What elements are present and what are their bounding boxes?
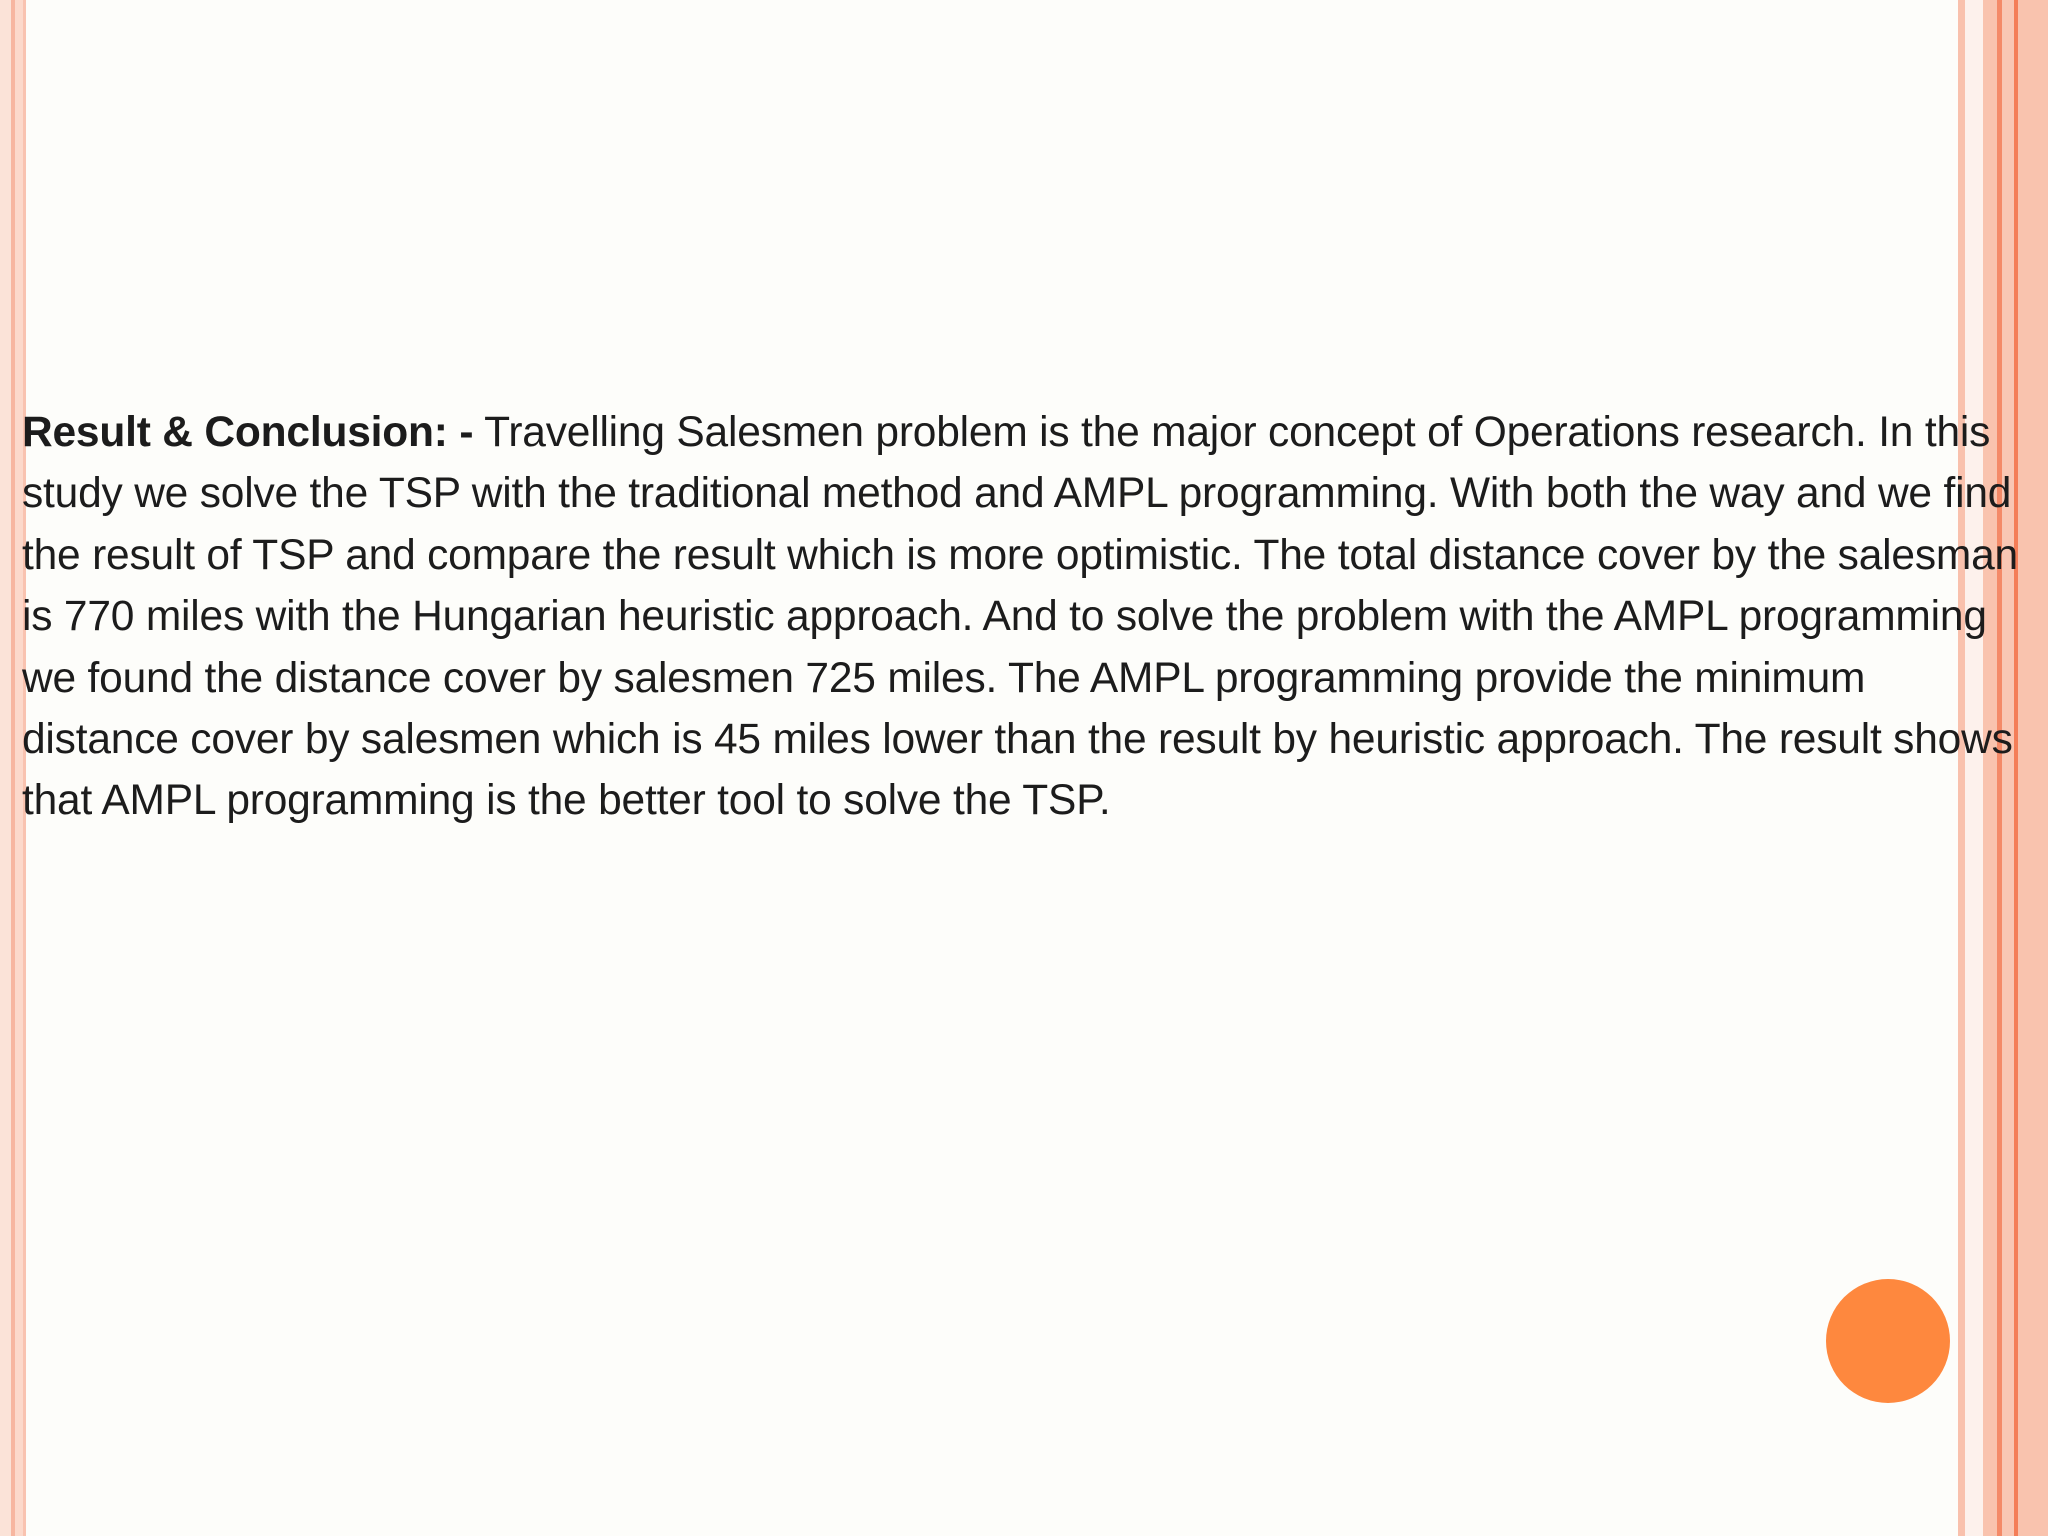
conclusion-text: Travelling Salesmen problem is the major concept of Operations research. In this study we solve the TSP with the traditional method and AMPL programming. With both the way and we find the result of TSP and compare the result which is more optimistic. The total distance cover by the salesman is 770 miles with the Hungarian heuristic approach. And to solve the problem with the AMPL programming we found the distance cover by salesmen 725 miles. The AMPL programming provide the minimum distance cover by salesmen which is 45 miles lower than the result by heuristic approach. The result shows that AMPL programming is the better tool to solve the TSP. xyxy=(22,409,2018,825)
conclusion-heading: Result & Conclusion: - xyxy=(22,409,474,456)
left-border-stripe xyxy=(0,0,11,1536)
conclusion-paragraph xyxy=(22,402,2032,832)
decorative-orange-circle xyxy=(1826,1279,1950,1403)
